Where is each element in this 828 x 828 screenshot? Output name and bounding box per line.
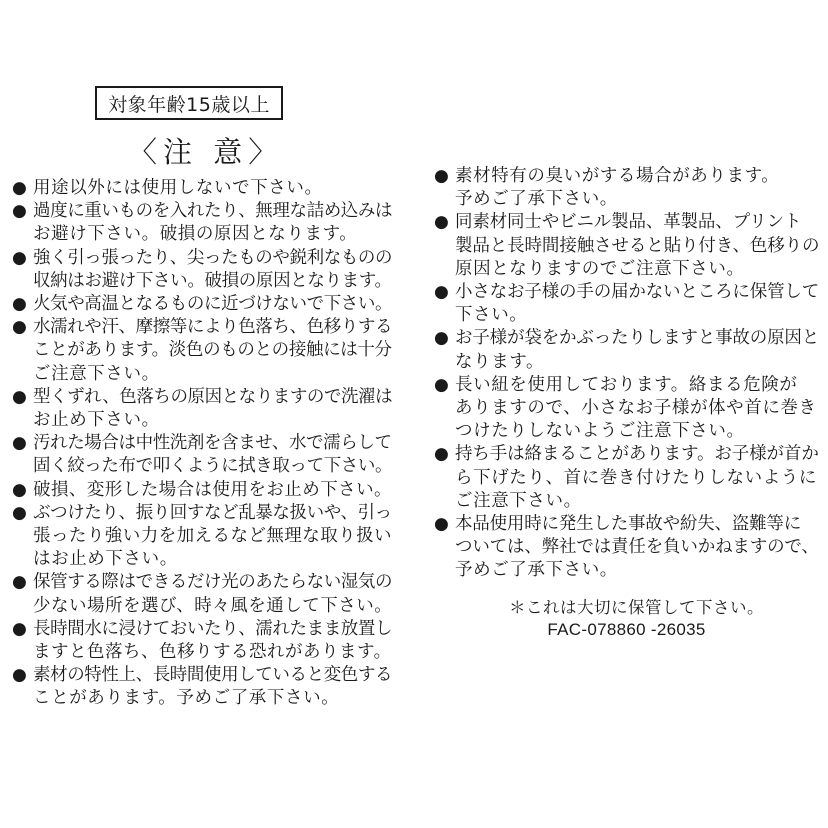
caution-text-line: 張ったり強い力を加えるなど無理な取り扱い <box>33 526 392 547</box>
caution-text <box>33 177 392 200</box>
bullet-icon: ● <box>434 212 450 233</box>
caution-text-line: 持ち手は絡まることがあります。お子様が首か <box>455 444 819 465</box>
caution-text <box>455 327 819 373</box>
caution-item <box>12 316 392 386</box>
bullet-icon: ● <box>12 502 28 523</box>
caution-item <box>434 374 819 444</box>
caution-text <box>33 316 392 386</box>
caution-text-line: 原因となりますのでご注意下さい。 <box>455 258 745 279</box>
product-code: FAC-078860 -26035 <box>547 620 706 639</box>
caution-text-line: 予めご了承下さい。 <box>455 560 618 581</box>
bullet-icon: ● <box>12 178 28 198</box>
caution-item <box>434 327 819 373</box>
caution-text <box>33 293 392 316</box>
caution-item <box>12 664 392 710</box>
caution-text-line: 型くずれ、色落ちの原因となりますので洗濯は <box>33 386 393 407</box>
keep-note: ＊これは大切に保管して下さい。 <box>509 598 764 617</box>
caution-text-line: ついては、弊社では責任を負いかねますので、 <box>455 537 819 558</box>
bullet-icon: ● <box>12 479 28 500</box>
right-caution-list <box>434 165 819 583</box>
left-caution-list <box>12 177 392 711</box>
caution-text <box>455 374 819 444</box>
caution-item <box>12 479 392 502</box>
caution-text-line: 収納はお避け下さい。破損の原因となります。 <box>33 270 392 291</box>
caution-text-line: お子様が袋をかぶったりしますと事故の原因と <box>455 328 820 349</box>
caution-text-line: 保管する際はできるだけ光のあたらない湿気の <box>33 572 393 593</box>
caution-text-line: ご注意下さい。 <box>455 490 582 511</box>
caution-text <box>455 513 819 583</box>
age-restriction-label: 対象年齢15歳以上 <box>108 93 270 116</box>
caution-text-line: お止め下さい。 <box>33 410 160 431</box>
bullet-icon: ● <box>12 201 28 222</box>
caution-item <box>12 502 392 572</box>
bullet-icon: ● <box>434 444 450 465</box>
caution-item <box>12 177 392 200</box>
caution-text-line: 水濡れや汗、摩擦等により色落ち、色移りする <box>33 317 393 338</box>
caution-text-line: 固く絞った布で叩くように拭き取って下さい。 <box>33 456 393 477</box>
bullet-icon: ● <box>434 514 450 535</box>
caution-text-line: はお止め下さい。 <box>33 549 178 570</box>
caution-text-line: 火気や高温となるものに近づけないで下さい。 <box>33 294 393 315</box>
bullet-icon: ● <box>434 166 450 186</box>
bullet-icon: ● <box>434 374 450 395</box>
caution-text <box>33 571 392 617</box>
caution-item <box>434 165 819 211</box>
caution-text-line: お避け下さい。破損の原因となります。 <box>33 224 358 245</box>
caution-text-line: ありますので、小さなお子様が体や首に巻き <box>455 398 817 419</box>
bullet-icon: ● <box>12 386 28 407</box>
bullet-icon: ● <box>12 572 28 593</box>
caution-text-line: 小さなお子様の手の届かないところに保管して <box>455 282 820 303</box>
bullet-icon: ● <box>12 665 28 686</box>
caution-text-line: 本品使用時に発生した事故や紛失、盗難等に <box>455 514 801 535</box>
caution-item <box>12 571 392 617</box>
bullet-icon: ● <box>12 317 28 338</box>
caution-text-line: 予めご了承下さい。 <box>455 189 618 210</box>
caution-item <box>434 281 819 327</box>
caution-text <box>33 664 392 710</box>
caution-text-line: 汚れた場合は中性洗剤を含ませ、水で濡らして <box>33 433 392 454</box>
caution-item <box>12 618 392 664</box>
caution-item <box>12 293 392 316</box>
age-restriction-box <box>95 86 283 120</box>
caution-text-line: 長い紐を使用しております。絡まる危険が <box>455 374 798 395</box>
caution-text-line: 下さい。 <box>455 305 528 326</box>
caution-text-line: 同素材同士やビニル製品、革製品、プリント <box>455 212 802 233</box>
caution-text-line: 製品と長時間接触させると貼り付き、色移りの <box>455 235 820 256</box>
caution-text-line: なります。 <box>455 351 545 372</box>
caution-text <box>33 386 392 432</box>
caution-item <box>12 200 392 246</box>
caution-item <box>434 443 819 513</box>
bullet-icon: ● <box>12 433 28 454</box>
caution-text <box>33 247 392 293</box>
bullet-icon: ● <box>434 282 450 303</box>
caution-text-line: つけたりしないようご注意下さい。 <box>455 421 745 442</box>
caution-text-line: 破損、変形した場合は使用をお止め下さい。 <box>33 479 392 500</box>
caution-text <box>455 281 819 327</box>
caution-item <box>12 386 392 432</box>
bullet-icon: ● <box>434 328 450 349</box>
caution-item <box>12 432 392 478</box>
caution-item <box>434 211 819 281</box>
caution-text-line: ら下げたり、首に巻き付けたりしないように <box>455 467 817 488</box>
caution-item <box>434 513 819 583</box>
caution-text-line: 用途以外には使用しないで下さい。 <box>33 178 323 198</box>
bullet-icon: ● <box>12 618 28 639</box>
caution-item <box>12 247 392 293</box>
caution-text-line: 長時間水に浸けておいたり、濡れたまま放置し <box>33 618 393 639</box>
bullet-icon: ● <box>12 294 28 315</box>
caution-heading: 〈注 意〉 <box>128 135 284 169</box>
caution-text <box>455 165 819 211</box>
caution-text-line: 素材の特性上、長時間使用していると変色する <box>33 665 393 686</box>
caution-text <box>33 502 392 572</box>
caution-text <box>455 211 819 281</box>
caution-text <box>33 618 392 664</box>
caution-text-line: 強く引っ張ったり、尖ったものや鋭利なものの <box>33 247 393 268</box>
bullet-icon: ● <box>12 247 28 268</box>
caution-text-line: 素材特有の臭いがする場合があります。 <box>455 166 780 186</box>
caution-text-line: 少ない場所を選び、時々風を通して下さい。 <box>33 595 393 616</box>
caution-text-line: 過度に重いものを入れたり、無理な詰め込みは <box>33 201 393 222</box>
caution-text <box>455 443 819 513</box>
caution-text-line: ご注意下さい。 <box>33 363 160 384</box>
caution-text-line: ことがあります。淡色のものとの接触には十分 <box>33 340 392 361</box>
caution-text <box>33 200 392 246</box>
caution-text <box>33 432 392 478</box>
caution-text-line: ますと色落ち、色移りする恐れがあります。 <box>33 642 392 663</box>
caution-text <box>33 479 392 502</box>
caution-text-line: ぶつけたり、振り回すなど乱暴な扱いや、引っ <box>33 502 392 523</box>
caution-text-line: ことがあります。予めご了承下さい。 <box>33 688 340 709</box>
